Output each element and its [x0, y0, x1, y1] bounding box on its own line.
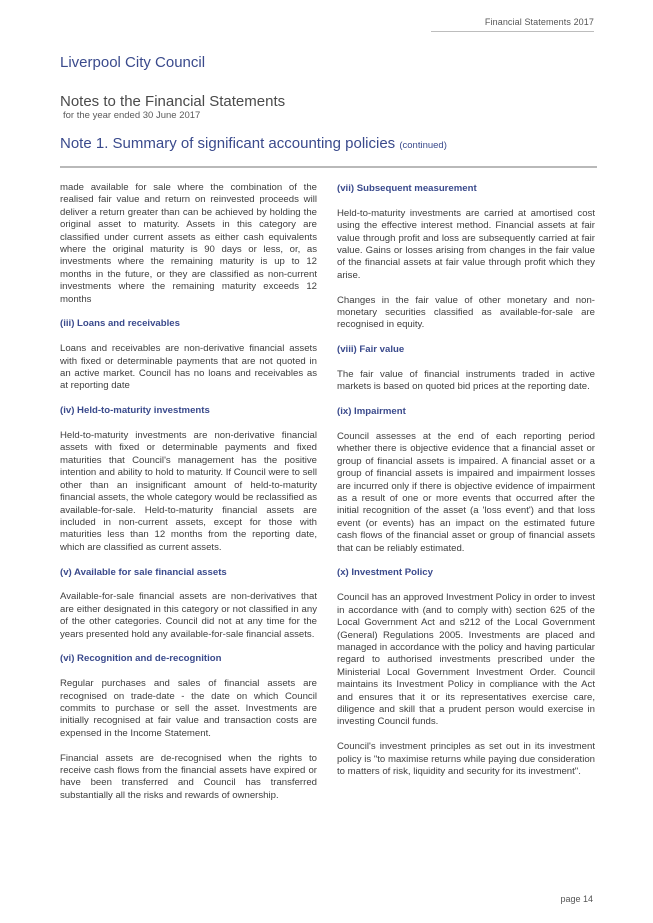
paragraph: The fair value of financial instruments traded in active markets is based on quoted bid prices at the reporting date.: [337, 369, 595, 393]
section-divider: [60, 166, 597, 168]
note-heading: [60, 135, 447, 152]
header-divider: [431, 31, 594, 32]
paragraph: Council's investment principles as set out in its investment policy is "to maximise returns while paying due consideration to matters of risk, liquidity and security for its investment".: [337, 741, 595, 777]
paragraph: Held-to-maturity investments are non-derivative financial assets with fixed or determinable payments and fixed maturities that Council's management has the positive intention and ability to hold to maturity. If Council were to sell other than an insignificant amount of held-to-maturity financial assets, the whole category would be reclassified as available-for-sale. Held-to-maturity financial assets are included in non-current assets, except for those with maturities less than 12 months from the reporting date, which are classified as current assets.: [60, 430, 317, 553]
paragraph: Council has an approved Investment Policy in order to invest in accordance with (and to comply with) section 625 of the Local Government Act and s212 of the Local Government (General) Regulations 2005. Investments are placed and managed in accordance with the policy and having particular regard to authorised investments prescribed under the Ministerial Local Government Investment Order. Council maintains its Investment Policy in compliance with the Act and ensures that it or its representatives exercise care, diligence and skill that a prudent person would exercise in investing Council funds.: [337, 592, 595, 728]
page-number: page 14: [560, 894, 593, 904]
paragraph: Council assesses at the end of each reporting period whether there is objective evidence that a financial asset or group of financial assets is impaired. A financial asset or a group of financial assets is impaired and impairment losses are incurred only if there is objective evidence of impairment as a result of one or more events that occurred after the initial recognition of the asset (a 'loss event') and that loss event (or events) has an impact on the estimated future cash flows of the financial asset or group of financial assets that can be reliably estimated.: [337, 431, 595, 554]
notes-subtitle: for the year ended 30 June 2017: [63, 110, 201, 121]
paragraph: made available for sale where the combination of the realised fair value and return on reinvested proceeds will deliver a return greater than can be achieved by holding the original asset to maturity. Assets in this category are classified under current assets as either cash equivalents where the original maturity is 90 days or less, or, as investments where the remaining maturity is up to 12 months in the future, or they are classified as non-current investments where the remaining maturity exceeds 12 months: [60, 182, 317, 305]
paragraph: Loans and receivables are non-derivative financial assets with fixed or determinable payments that are not quoted in an active market. Council has no loans and receivables as at reporting date: [60, 343, 317, 392]
section-heading-subsequent-measurement: (vii) Subsequent measurement: [337, 183, 477, 194]
section-heading-available-for-sale: (v) Available for sale financial assets: [60, 566, 227, 578]
paragraph: Changes in the fair value of other monetary and non-monetary securities classified as available-for-sale are recognised in equity.: [337, 294, 595, 331]
section-heading-fair-value: (viii) Fair value: [337, 344, 405, 356]
section-heading-loans-receivables: (iii) Loans and receivables: [60, 318, 180, 330]
section-heading-investment-policy: (x) Investment Policy: [337, 567, 433, 579]
section-heading-held-to-maturity: (iv) Held-to-maturity investments: [60, 405, 210, 417]
paragraph: Financial assets are de-recognised when the rights to receive cash flows from the financial assets have expired or have been transferred and Council has transferred substantially all the risks and rewards of ownership.: [60, 752, 317, 801]
left-column: [60, 182, 317, 815]
section-heading-impairment: (ix) Impairment: [337, 406, 406, 418]
notes-title: Notes to the Financial Statements: [60, 93, 286, 110]
section-heading-recognition: (vi) Recognition and de-recognition: [60, 653, 222, 665]
council-name: Liverpool City Council: [60, 54, 206, 71]
document-title: Financial Statements 2017: [484, 17, 594, 27]
paragraph: Regular purchases and sales of financial assets are recognised on trade-date - the date on which Council commits to purchase or sell the asset. Investments are initially recognised at fair value and transaction costs are expensed in the Income Statement.: [60, 678, 317, 739]
note-heading-continued: (continued): [399, 140, 447, 151]
note-heading-title: Note 1. Summary of significant accounting policies: [60, 135, 396, 152]
right-column: [337, 182, 595, 791]
paragraph: Held-to-maturity investments are carried at amortised cost using the effective interest method. Financial assets at fair value through profit and loss are subsequently carried at fair value. Gains or losses arising from changes in the fair value of the financial assets at fair value through profit which they arise.: [337, 207, 595, 281]
paragraph: Available-for-sale financial assets are non-derivatives that are either designated in this category or not classified in any of the other categories. Council did not at any time for the years presented hold any available-for-sale financial assets.: [60, 591, 317, 640]
